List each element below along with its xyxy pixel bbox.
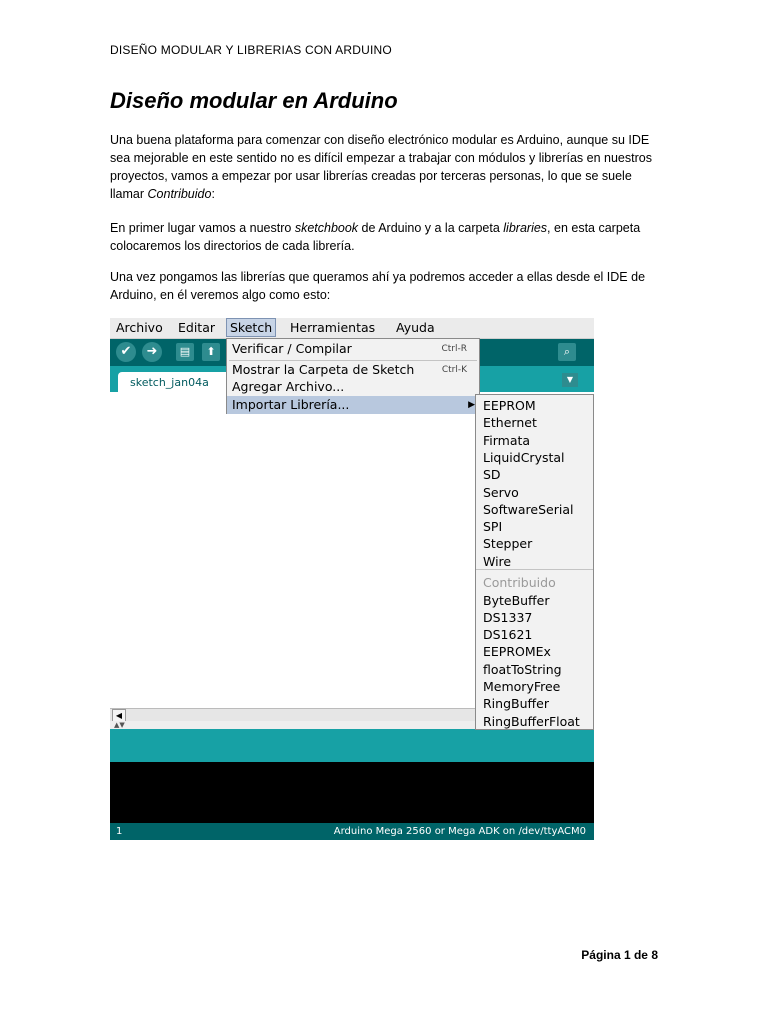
paragraph-sketchbook bbox=[110, 219, 660, 255]
contributed-library-item[interactable]: RingBuffer bbox=[483, 696, 549, 712]
p2-text-a: En primer lugar vamos a nuestro bbox=[110, 221, 295, 235]
menu-item-verificar[interactable] bbox=[227, 340, 479, 358]
page-header: DISEÑO MODULAR Y LIBRERIAS CON ARDUINO bbox=[110, 43, 392, 57]
total-pages: 8 bbox=[651, 948, 658, 962]
library-item[interactable]: Stepper bbox=[483, 536, 533, 552]
upload-icon[interactable]: ➜ bbox=[142, 342, 162, 362]
p2-text-b: de Arduino y a la carpeta bbox=[358, 221, 504, 235]
shortcut-label: Ctrl-R bbox=[441, 344, 467, 354]
page-label: Página bbox=[581, 948, 624, 962]
menu-herramientas[interactable]: Herramientas bbox=[290, 320, 376, 335]
library-item[interactable]: SoftwareSerial bbox=[483, 501, 574, 517]
p2-text-c: , en esta carpeta colocaremos los directorios de cada librería. bbox=[110, 221, 641, 253]
library-item[interactable]: Wire bbox=[483, 553, 512, 569]
menu-item-agregar-archivo[interactable] bbox=[227, 378, 479, 396]
paragraph-intro bbox=[110, 131, 660, 203]
menu-item-mostrar-carpeta[interactable] bbox=[227, 361, 479, 379]
menu-item-label: Agregar Archivo... bbox=[232, 379, 345, 394]
contributed-library-item[interactable]: MemoryFree bbox=[483, 679, 561, 694]
message-area bbox=[110, 729, 594, 762]
contributed-section-label: Contribuido bbox=[483, 575, 556, 590]
verify-icon[interactable]: ✔ bbox=[116, 342, 136, 362]
shortcut-label: Ctrl-K bbox=[441, 365, 467, 375]
tab-sketch[interactable]: sketch_jan04a bbox=[118, 372, 238, 392]
p2-emphasis-sketchbook: sketchbook bbox=[294, 221, 359, 235]
library-item[interactable]: LiquidCrystal bbox=[483, 449, 565, 465]
menu-ayuda[interactable]: Ayuda bbox=[396, 320, 435, 335]
contributed-library-item[interactable]: DS1621 bbox=[483, 627, 533, 643]
menu-bar bbox=[110, 318, 594, 339]
menu-item-label: Verificar / Compilar bbox=[232, 341, 352, 356]
contributed-library-item[interactable]: ByteBuffer bbox=[483, 592, 550, 608]
serial-monitor-icon[interactable]: ⌕ bbox=[558, 343, 576, 361]
sketch-dropdown-menu bbox=[226, 338, 480, 414]
splitter-handle[interactable]: ▲▼ bbox=[110, 721, 594, 729]
tab-menu-arrow-icon[interactable]: ▼ bbox=[562, 373, 578, 387]
status-bar bbox=[110, 823, 594, 840]
open-icon[interactable]: ⬆ bbox=[202, 343, 220, 361]
current-page: 1 bbox=[623, 948, 631, 962]
libraries-submenu bbox=[475, 394, 594, 730]
console-output bbox=[110, 762, 594, 823]
menu-archivo[interactable]: Archivo bbox=[116, 320, 163, 335]
paragraph-ide: Una vez pongamos las librerías que queramos ahí ya podremos acceder a ellas desde el IDE de Arduino, en él veremos algo como esto: bbox=[110, 270, 646, 302]
intro-emphasis: Contribuido bbox=[147, 187, 212, 201]
menu-item-importar-libreria[interactable] bbox=[227, 396, 479, 414]
menu-item-label: Mostrar la Carpeta de Sketch bbox=[232, 362, 415, 377]
library-item[interactable]: Servo bbox=[483, 484, 519, 500]
menu-editar[interactable]: Editar bbox=[178, 320, 216, 335]
scroll-left-icon[interactable]: ◀ bbox=[112, 709, 126, 722]
submenu-arrow-icon: ▶ bbox=[468, 400, 475, 410]
library-item[interactable]: SD bbox=[483, 467, 501, 483]
intro-end: : bbox=[211, 187, 215, 201]
arduino-ide-screenshot bbox=[110, 318, 594, 840]
library-item[interactable]: SPI bbox=[483, 519, 503, 535]
menu-item-label: Importar Librería... bbox=[232, 397, 350, 412]
section-title: Diseño modular en Arduino bbox=[110, 88, 398, 113]
p2-emphasis-libraries: libraries bbox=[503, 221, 548, 235]
new-file-icon[interactable]: ▤ bbox=[176, 343, 194, 361]
library-item[interactable]: Firmata bbox=[483, 432, 531, 448]
intro-text: Una buena plataforma para comenzar con diseño electrónico modular es Arduino, aunque su IDE sea mejorable en este sentido no es difícil empezar a trabajar con módulos y librerías en nuestros proyectos, vamos a empezar por usar librerías creadas por terceras personas, lo que se suele llamar bbox=[110, 133, 652, 201]
line-number: 1 bbox=[116, 826, 123, 837]
page-of-label: de bbox=[630, 948, 652, 962]
contributed-library-item[interactable]: DS1337 bbox=[483, 609, 533, 625]
board-info: Arduino Mega 2560 or Mega ADK on /dev/ttyACM0 bbox=[333, 826, 586, 837]
contributed-library-item[interactable]: EEPROMEx bbox=[483, 644, 551, 660]
contributed-library-item[interactable]: floatToString bbox=[483, 661, 562, 677]
library-item[interactable]: Ethernet bbox=[483, 415, 537, 431]
library-item[interactable]: EEPROM bbox=[483, 398, 536, 413]
contributed-library-item[interactable]: RingBufferFloat bbox=[483, 713, 580, 729]
menu-sketch[interactable]: Sketch bbox=[226, 318, 276, 337]
page-number bbox=[581, 948, 658, 962]
